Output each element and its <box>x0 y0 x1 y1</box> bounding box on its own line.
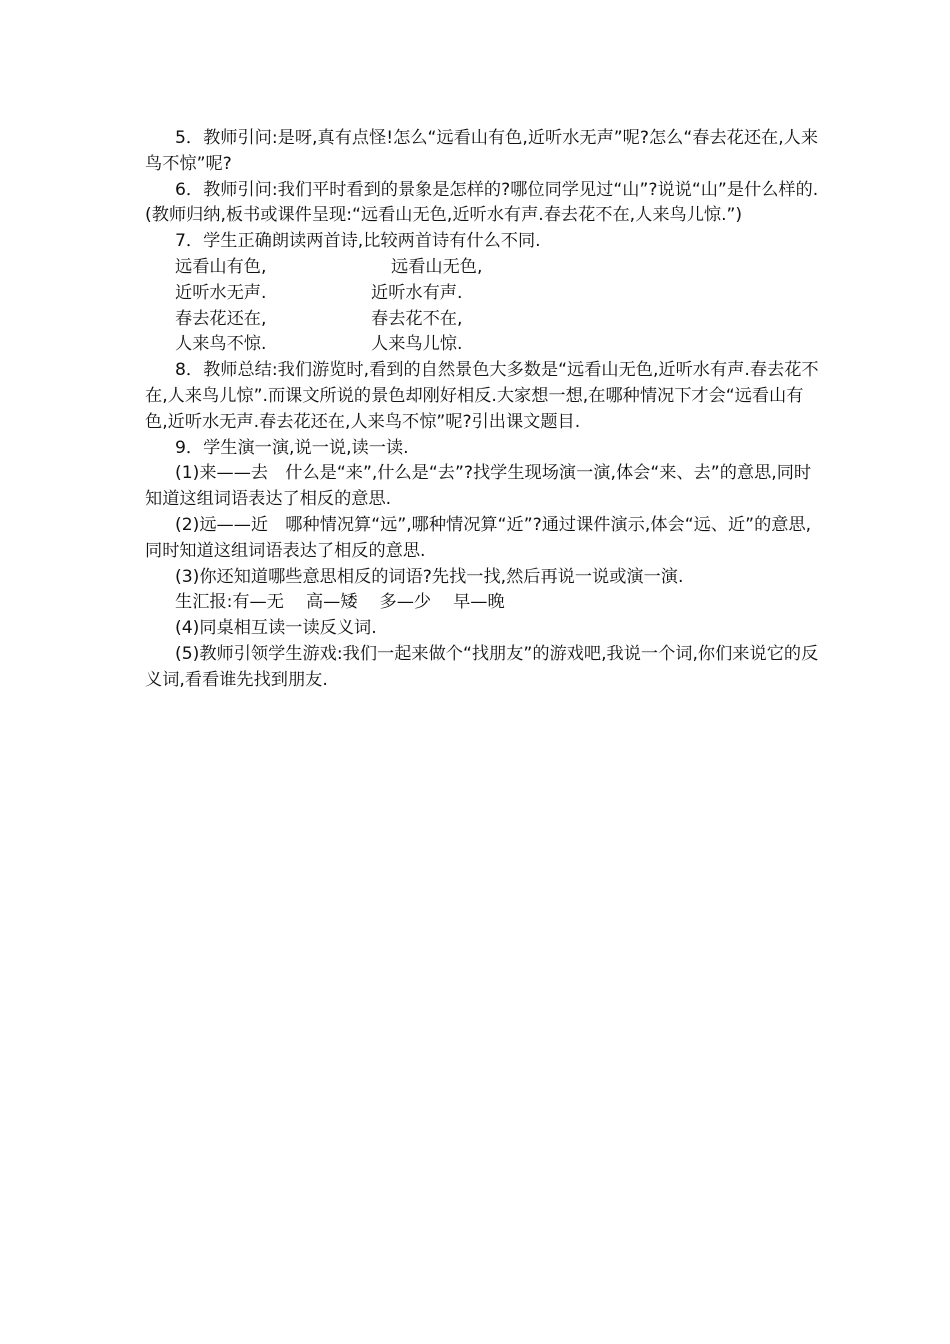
poem-left-line: 近听水无声. <box>175 282 267 303</box>
antonym-pair: 有—无 <box>232 592 284 613</box>
paragraph-5: 5．教师引问:是呀,真有点怪!怎么“远看山有色,近听水无声”呢?怎么“春去花还在,人来鸟不惊”呢? <box>145 128 819 174</box>
sub-item-4: (4)同桌相互读一读反义词. <box>175 618 377 639</box>
poem-right-line: 人来鸟儿惊. <box>371 334 463 355</box>
poem-left-line: 远看山有色, <box>175 256 267 277</box>
paragraph-9: 9．学生演一演,说一说,读一读. <box>175 437 409 458</box>
paragraph-6: 6．教师引问:我们平时看到的景象是怎样的?哪位同学见过“山”?说说“山”是什么样的.(教师归纳,板书或课件呈现:“远看山无色,近听水有声.春去花不在,人来鸟儿惊.”) <box>145 179 819 226</box>
paragraph-8: 8．教师总结:我们游览时,看到的自然景色大多数是“远看山无色,近听水有声.春去花不在,人来鸟儿惊”.而课文所说的景色却刚好相反.大家想一想,在哪种情况下才会“远看山有色,近听水无声.春去花还在,人来鸟不惊”呢?引出课文题目. <box>145 360 819 432</box>
antonym-report <box>145 590 825 616</box>
antonym-label: 生汇报: <box>175 592 233 613</box>
sub-item-2: (2)远——近 哪种情况算“远”,哪种情况算“近”?通过课件演示,体会“远、近”的意思,同时知道这组词语表达了相反的意思. <box>145 514 812 561</box>
poem-left-line: 春去花还在, <box>175 308 267 329</box>
poem-right-line: 远看山无色, <box>391 256 483 277</box>
sub-item-3: (3)你还知道哪些意思相反的词语?先找一找,然后再说一说或演一演. <box>175 566 684 587</box>
antonym-pair: 高—矮 <box>305 592 358 613</box>
poem-row <box>175 281 825 307</box>
poem-row <box>175 255 825 281</box>
poem-comparison <box>145 255 825 358</box>
antonym-pair: 多—少 <box>379 592 432 613</box>
poem-right-line: 近听水有声. <box>371 282 463 303</box>
paragraph-7: 7．学生正确朗读两首诗,比较两首诗有什么不同. <box>175 231 541 252</box>
poem-row <box>175 307 825 333</box>
poem-left-line: 人来鸟不惊. <box>175 334 267 355</box>
poem-right-line: 春去花不在, <box>371 308 463 329</box>
sub-item-5: (5)教师引领学生游戏:我们一起来做个“找朋友”的游戏吧,我说一个词,你们来说它的反义词,看看谁先找到朋友. <box>145 643 819 690</box>
antonym-pair: 早—晚 <box>453 592 505 613</box>
poem-row <box>175 332 825 358</box>
sub-item-1: (1)来——去 什么是“来”,什么是“去”?找学生现场演一演,体会“来、去”的意思,同时知道这组词语表达了相反的意思. <box>145 463 812 510</box>
document-body <box>145 126 825 694</box>
